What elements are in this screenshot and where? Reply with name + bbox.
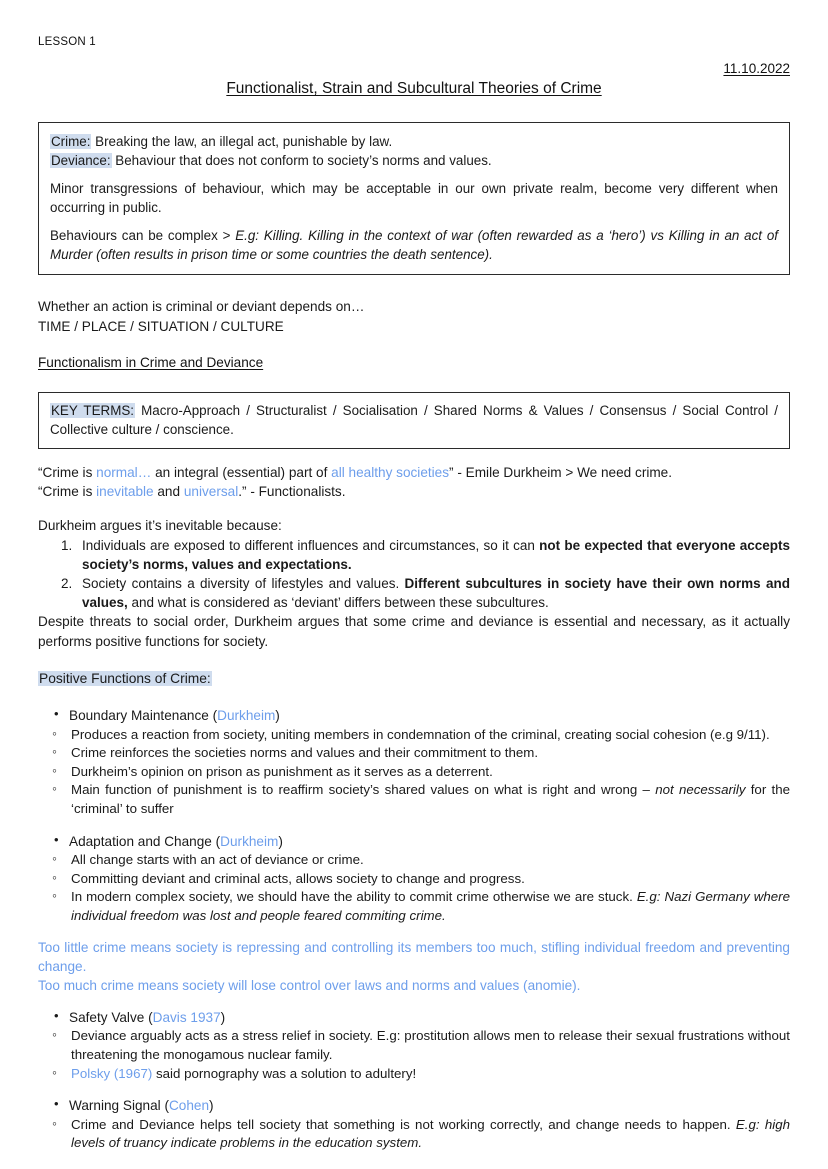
key-terms-paragraph (50, 401, 778, 439)
quote2-blue-universal: universal (183, 484, 239, 500)
list-item (38, 888, 790, 925)
behaviours-prefix: Behaviours can be complex > (50, 228, 236, 244)
boundary-theorist: Durkheim (217, 707, 276, 723)
lesson-label: LESSON 1 (38, 36, 96, 48)
deviance-definition-text: Behaviour that does not conform to society’s norms and values. (111, 153, 492, 169)
adaptation-change-points (38, 851, 790, 925)
crime-label: Crime: (51, 134, 91, 149)
list-item (38, 1065, 790, 1084)
warning-point1-a: Crime and Deviance helps tell society that something is not working correctly, and change needs to happen. (71, 1116, 736, 1132)
list-item (38, 1096, 790, 1116)
quote1-blue-normal: normal… (96, 464, 152, 480)
positive-functions-heading: Positive Functions of Crime: (39, 670, 211, 686)
quote2-part-a: “Crime is (38, 484, 97, 500)
adaptation-theorist: Durkheim (220, 833, 279, 849)
list-item: ◦ Crime reinforces the societies norms and values and their commitment to them. (38, 744, 790, 763)
list-item: ◦ Committing deviant and criminal acts, allows society to change and progress. (38, 870, 790, 889)
boundary-maintenance-bullet (38, 706, 790, 726)
quote2-part-c: .” - Functionalists. (238, 484, 346, 500)
behaviours-example-italic: E.g: Killing. Killing in the context of war (often rewarded as a ‘hero’) vs Killing in an act of Murder (often results in prison time or some countries the death sentence). (50, 228, 778, 263)
list-item (76, 574, 790, 612)
crime-definition-line (50, 132, 778, 151)
reason1-bold: not be expected that everyone accepts society’s norms, values and expectations. (82, 537, 790, 572)
quote-line-1 (38, 463, 790, 483)
document-content (38, 36, 790, 1153)
adaptation-point3-a: In modern complex society, we should have the ability to commit crime otherwise we are stuck. (71, 889, 637, 905)
warning-point1-italic: E.g: high levels of truancy indicate problems in the education system. (71, 1116, 790, 1151)
polsky-citation: Polsky (1967) (71, 1065, 153, 1081)
quote1-part-c: ” - Emile Durkheim > We need crime. (449, 464, 673, 480)
warning-signal-points (38, 1116, 790, 1153)
boundary-point4-italic: not necessarily (655, 782, 746, 798)
warning-signal-theorist: Cohen (168, 1098, 210, 1114)
safety-valve-points (38, 1027, 790, 1083)
reason1-text: Individuals are exposed to different influences and circumstances, so it can (82, 537, 540, 553)
polsky-text: said pornography was a solution to adultery! (152, 1065, 417, 1081)
boundary-title-b: ) (275, 707, 280, 723)
behaviours-complex-paragraph (50, 226, 778, 264)
definition-box (38, 122, 790, 275)
boundary-title-a: Boundary Maintenance ( (69, 707, 218, 723)
adaptation-point3-italic: E.g: Nazi Germany where individual freedom was lost and people feared commiting crime. (71, 889, 791, 924)
deviance-label: Deviance: (51, 153, 111, 169)
list-item: ◦ All change starts with an act of deviance or crime. (38, 851, 790, 870)
list-item (38, 706, 790, 726)
minor-transgressions-paragraph: Minor transgressions of behaviour, which may be acceptable in our own private realm, become very different when occurring in public. (50, 181, 778, 216)
safety-valve-title-b: ) (220, 1009, 226, 1025)
reason2-text-b: and what is considered as ‘deviant’ differs between these subcultures. (127, 595, 549, 611)
function-group-adaptation-change (38, 832, 790, 926)
durkheim-reasons-list (38, 536, 790, 613)
safety-valve-title-a: Safety Valve ( (69, 1009, 153, 1025)
crime-definition-text: Breaking the law, an illegal act, punishable by law. (91, 134, 393, 149)
reason2-bold: Different subcultures in society have their own norms and values, (82, 576, 791, 611)
boundary-point4-a: Main function of punishment is to reaffirm society’s shared values on what is right and wrong – (71, 782, 656, 798)
adaptation-change-bullet (38, 832, 790, 852)
deviance-definition-line (50, 151, 778, 170)
list-item (38, 832, 790, 852)
boundary-point4-b: for the ‘criminal’ to suffer (71, 782, 790, 816)
page-title: Functionalist, Strain and Subcultural Theories of Crime (226, 80, 602, 97)
warning-signal-title-a: Warning Signal ( (69, 1098, 169, 1114)
warning-signal-title-b: ) (209, 1098, 214, 1114)
function-group-boundary-maintenance (38, 706, 790, 819)
depends-on-line-2: TIME / PLACE / SITUATION / CULTURE (38, 318, 284, 334)
key-terms-box (38, 392, 790, 449)
list-item: ◦ Durkheim’s opinion on prison as punishment as it serves as a deterrent. (38, 763, 790, 782)
function-group-warning-signal (38, 1096, 790, 1153)
blue-note-line-2: Too much crime means society will lose control over laws and norms and values (anomie). (38, 978, 581, 994)
list-item (38, 781, 790, 818)
boundary-maintenance-points (38, 726, 790, 819)
functionalism-heading: Functionalism in Crime and Deviance (38, 354, 264, 370)
quote-line-2 (38, 482, 790, 502)
document-date: 11.10.2022 (723, 61, 790, 76)
positive-functions-heading-wrap (38, 670, 790, 688)
durkheim-intro: Durkheim argues it’s inevitable because: (38, 518, 282, 534)
durkheim-closing-paragraph: Despite threats to social order, Durkheim argues that some crime and deviance is essential and necessary, as it actually performs positive functions for society. (38, 614, 790, 650)
key-terms-label: KEY TERMS: (51, 402, 135, 418)
quote1-part-b: an integral (essential) part of (151, 464, 332, 480)
list-item (38, 1116, 790, 1153)
warning-signal-bullet (38, 1096, 790, 1116)
list-item (76, 536, 790, 574)
list-item (38, 1008, 790, 1028)
adaptation-title-a: Adaptation and Change ( (69, 833, 221, 849)
safety-valve-bullet (38, 1008, 790, 1028)
blue-note-line-1: Too little crime means society is repressing and controlling its members too much, stifling individual freedom and preventing change. (38, 939, 790, 974)
quote1-part-a: “Crime is (38, 464, 97, 480)
depends-on-line-1: Whether an action is criminal or deviant depends on… (38, 299, 365, 315)
list-item: ◦ Deviance arguably acts as a stress relief in society. E.g: prostitution allows men to release their sexual frustrations without threatening the monogamous nuclear family. (38, 1027, 790, 1064)
date-row (38, 60, 790, 76)
quote1-blue-societies: all healthy societies (331, 464, 450, 480)
reason2-text-a: Society contains a diversity of lifestyles and values. (82, 576, 405, 592)
key-terms-text: Macro-Approach / Structuralist / Socialisation / Shared Norms & Values / Consensus / Social Control / Collective culture / conscience. (50, 402, 778, 437)
quote2-part-b: and (153, 484, 184, 500)
list-item: ◦ Produces a reaction from society, uniting members in condemnation of the criminal, creating social cohesion (e.g 9/11). (38, 726, 790, 745)
adaptation-title-b: ) (278, 833, 283, 849)
function-group-safety-valve (38, 1008, 790, 1084)
safety-valve-theorist: Davis 1937 (152, 1009, 221, 1025)
quote2-blue-inevitable: inevitable (96, 484, 154, 500)
